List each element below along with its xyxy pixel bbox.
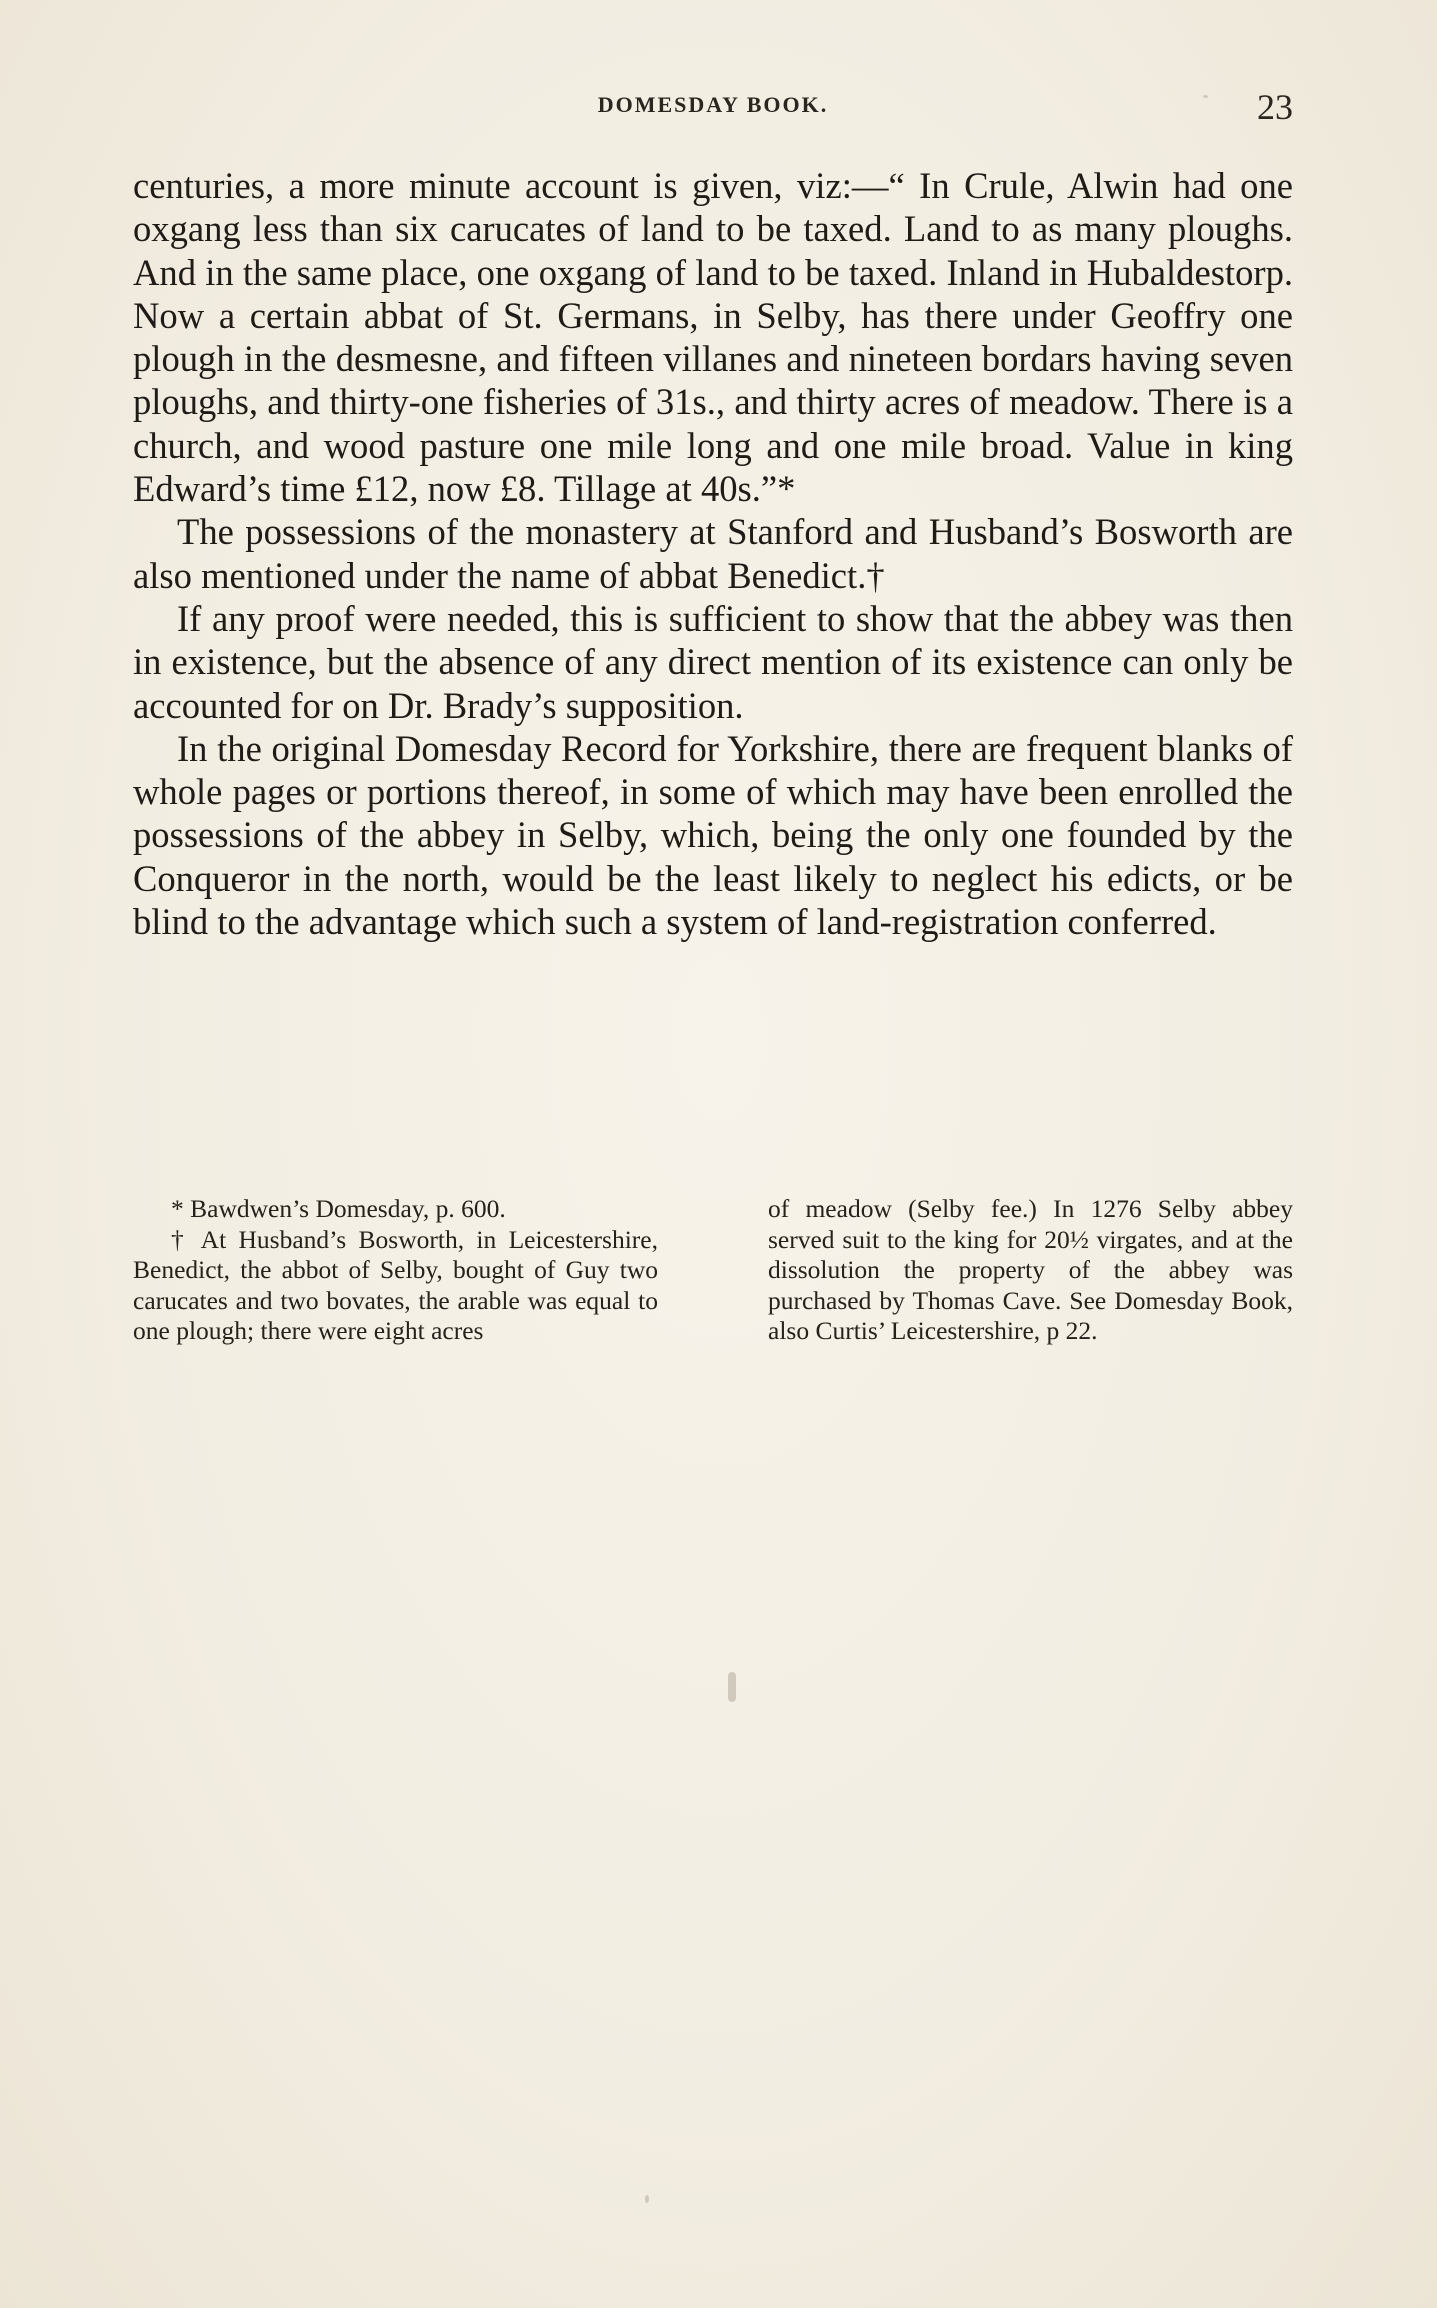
paragraph: If any proof were needed, this is sufficient to show that the abbey was then in existence, but the absence of any direct mention of its existence can only be accounted for on Dr. Brady’s supposition. <box>133 597 1293 726</box>
paragraph: centuries, a more minute account is given, viz:—“ In Crule, Alwin had one oxgang less than six carucates of land to be taxed. Land to as many ploughs. And in the same place, one oxgang of land to be taxed. Inland in Hubaldestorp. Now a certain abbat of St. Germans, in Selby, has there under Geoffry one plough in the desmesne, and fifteen villanes and nineteen bordars having seven ploughs, and thirty-one fisheries of 31s., and thirty acres of meadow. There is a church, and wood pasture one mile long and one mile broad. Value in king Edward’s time £12, now £8. Tillage at 40s.”* <box>133 165 1293 510</box>
footnote: * Bawdwen’s Domesday, p. 600. <box>171 1194 506 1223</box>
footnote: † At Husband’s Bosworth, in Leicestershire, Benedict, the abbot of Selby, bought of Guy two carucates and two bovates, the arable was equal to one plough; there were eight acres <box>133 1224 658 1346</box>
main-text <box>133 164 1293 943</box>
paper-speck <box>1203 95 1208 98</box>
paper-speck <box>645 2195 649 2203</box>
footnote-continuation: of meadow (Selby fee.) In 1276 Selby abbey served suit to the king for 20½ virgates, and at the dissolution the property of the abbey was purchased by Thomas Cave. See Domesday Book, also Curtis’ Leicestershire, p 22. <box>768 1194 1293 1346</box>
page-number: 23 <box>1257 87 1293 127</box>
paragraph: The possessions of the monastery at Stanford and Husband’s Bosworth are also mentioned under the name of abbat Benedict.† <box>133 511 1293 596</box>
footnote-column-right <box>768 1194 1293 1347</box>
footnote-column-left <box>133 1194 658 1347</box>
page-header <box>133 86 1293 126</box>
paper-speck <box>728 1672 736 1702</box>
paragraph: In the original Domesday Record for Yorkshire, there are frequent blanks of whole pages or portions thereof, in some of which may have been enrolled the possessions of the abbey in Selby, which, being the only one founded by the Conqueror in the north, would be the least likely to neglect his edicts, or be blind to the advantage which such a system of land-registration conferred. <box>133 727 1293 943</box>
footnotes <box>133 1194 1293 1347</box>
running-head: DOMESDAY BOOK. <box>597 92 829 117</box>
